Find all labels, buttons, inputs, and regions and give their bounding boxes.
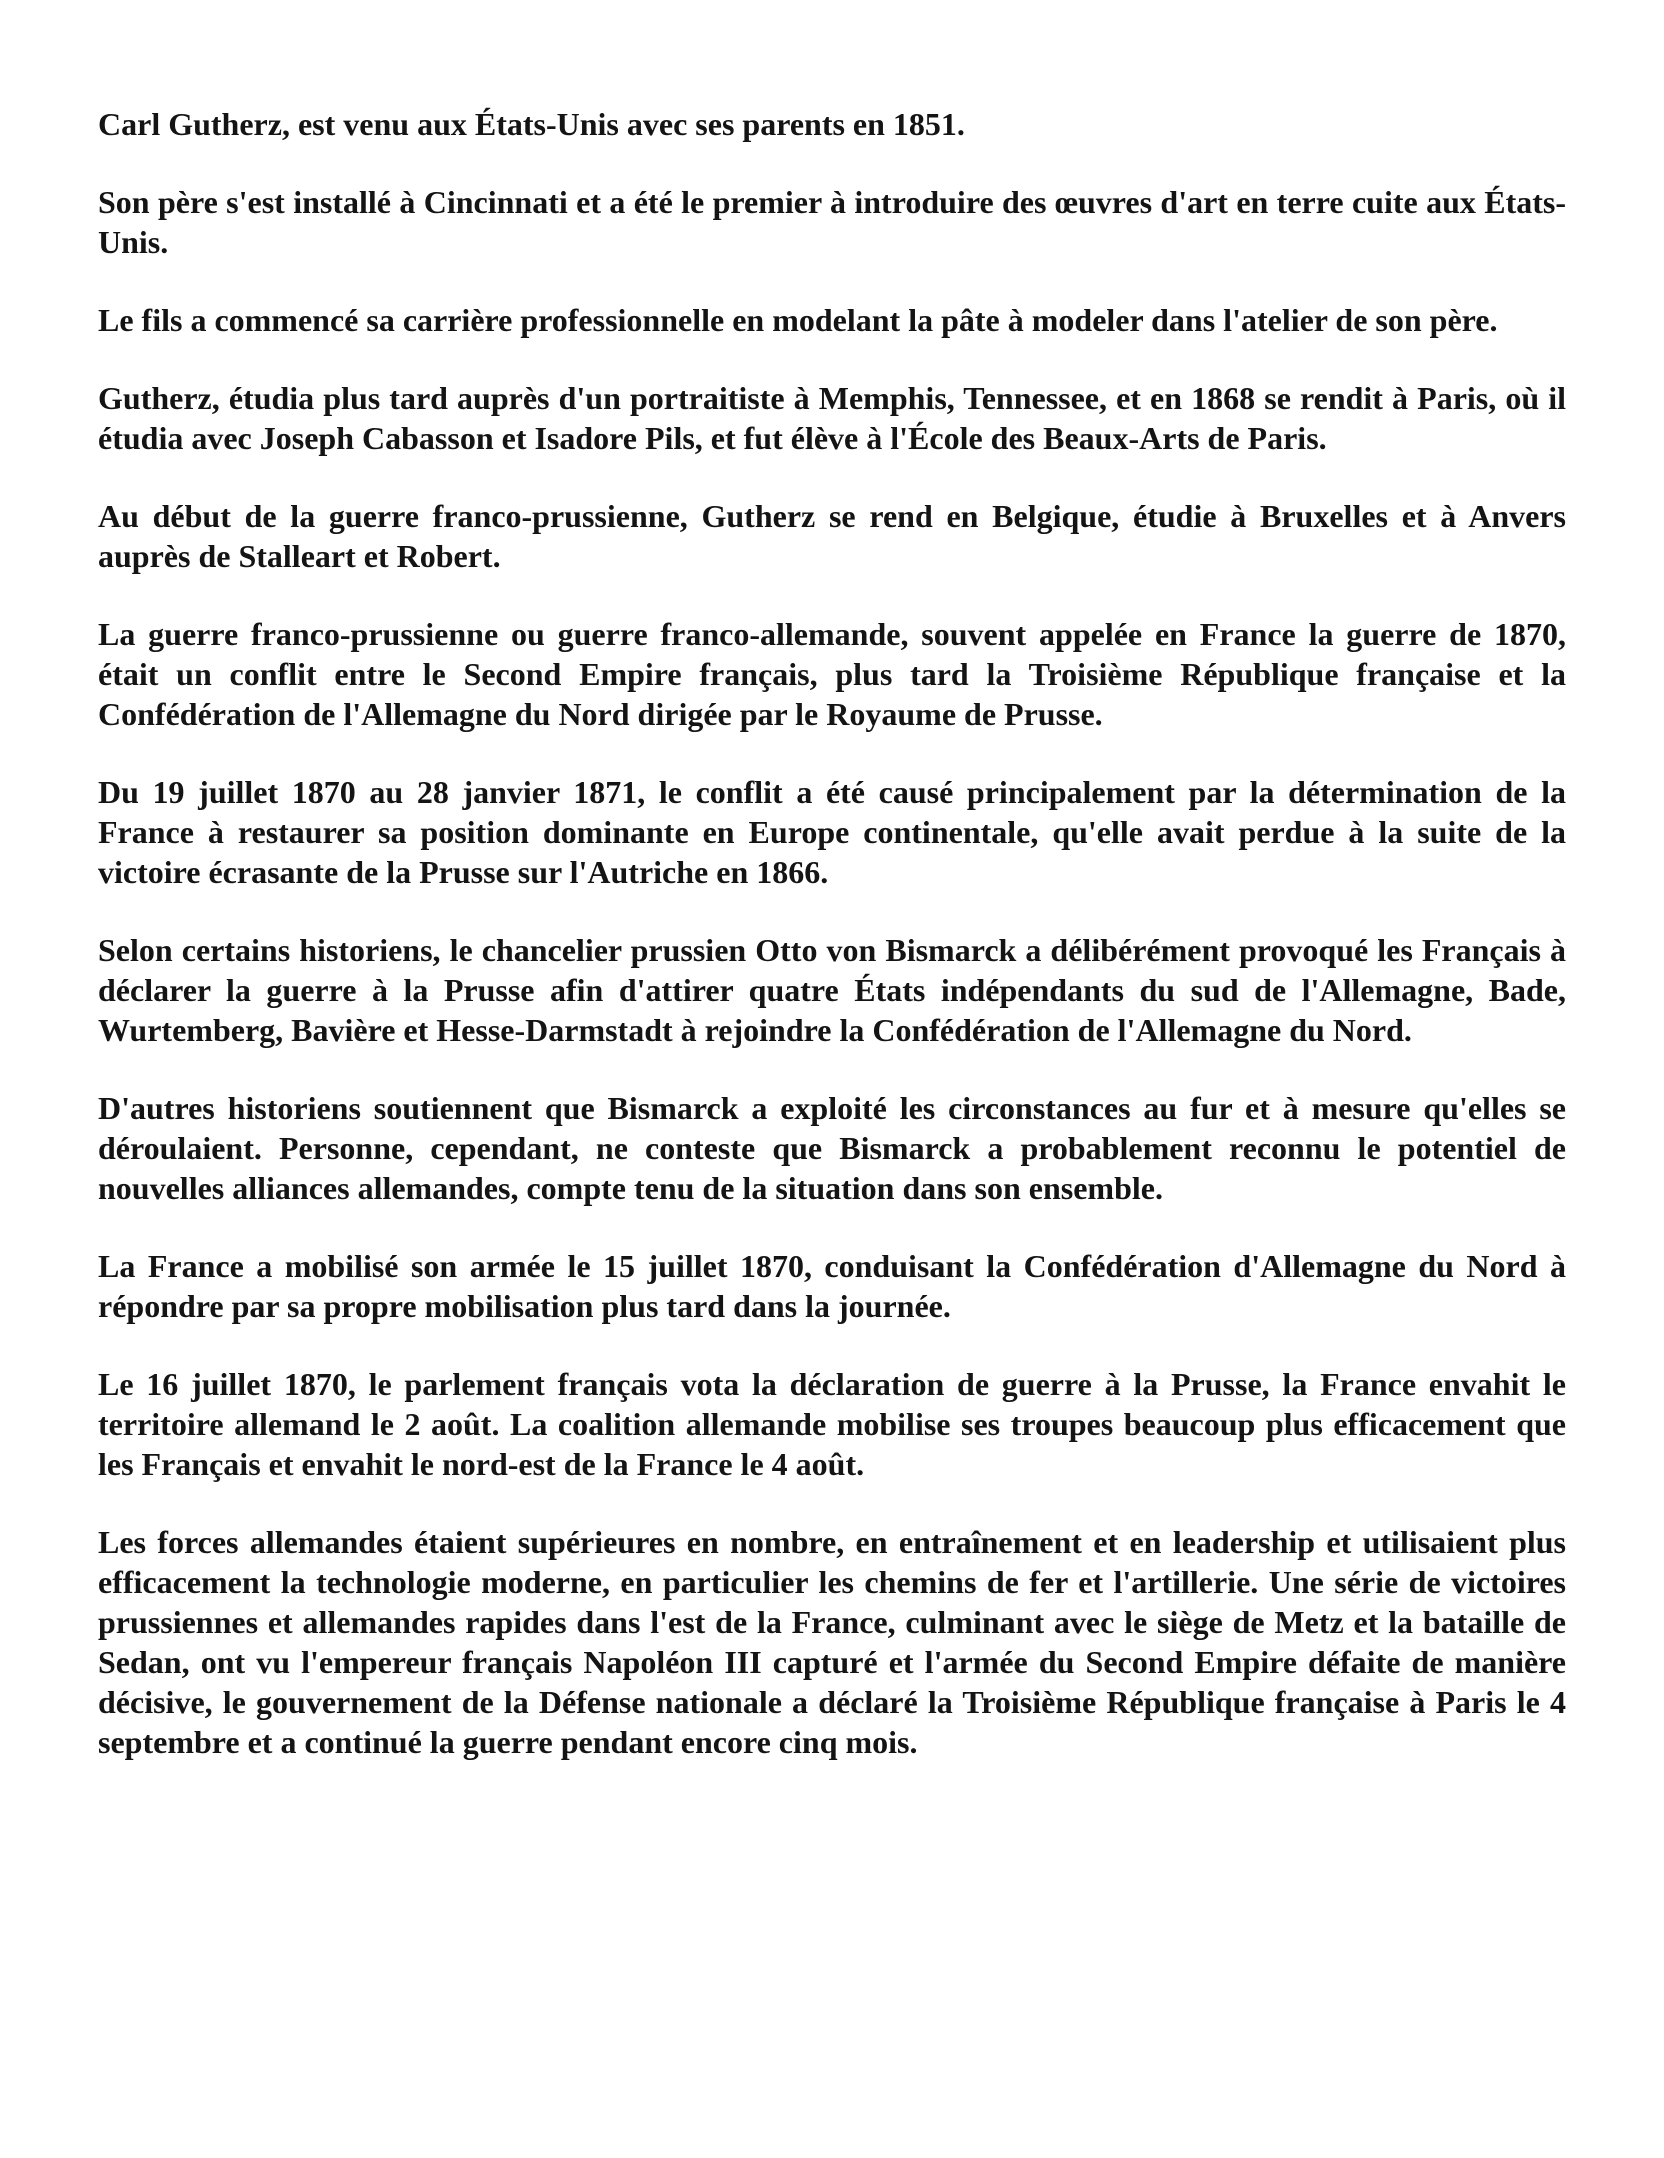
paragraph-1: Carl Gutherz, est venu aux États-Unis avec ses parents en 1851. bbox=[98, 106, 965, 142]
document-page bbox=[98, 104, 1566, 1762]
paragraph-10: La France a mobilisé son armée le 15 juillet 1870, conduisant la Confédération d'Allemagne du Nord à répondre par sa propre mobilisation plus tard dans la journée. bbox=[98, 1248, 1566, 1324]
paragraph-11: Le 16 juillet 1870, le parlement français vota la déclaration de guerre à la Prusse, la France envahit le territoire allemand le 2 août. La coalition allemande mobilise ses troupes beaucoup plus efficacement que les Français et envahit le nord-est de la France le 4 août. bbox=[98, 1366, 1566, 1482]
paragraph-3: Le fils a commencé sa carrière professionnelle en modelant la pâte à modeler dans l'atelier de son père. bbox=[98, 302, 1498, 338]
paragraph-12: Les forces allemandes étaient supérieures en nombre, en entraînement et en leadership et utilisaient plus efficacement la technologie moderne, en particulier les chemins de fer et l'artillerie. Une série de victoires prussiennes et allemandes rapides dans l'est de la France, culminant avec le siège de Metz et la bataille de Sedan, ont vu l'empereur français Napoléon III capturé et l'armée du Second Empire défaite de manière décisive, le gouvernement de la Défense nationale a déclaré la Troisième République française à Paris le 4 septembre et a continué la guerre pendant encore cinq mois. bbox=[98, 1524, 1566, 1760]
paragraph-9: D'autres historiens soutiennent que Bismarck a exploité les circonstances au fur et à mesure qu'elles se déroulaient. Personne, cependant, ne conteste que Bismarck a probablement reconnu le potentiel de nouvelles alliances allemandes, compte tenu de la situation dans son ensemble. bbox=[98, 1090, 1566, 1206]
paragraph-4: Gutherz, étudia plus tard auprès d'un portraitiste à Memphis, Tennessee, et en 1868 se rendit à Paris, où il étudia avec Joseph Cabasson et Isadore Pils, et fut élève à l'École des Beaux-Arts de Paris. bbox=[98, 380, 1566, 456]
paragraph-7: Du 19 juillet 1870 au 28 janvier 1871, le conflit a été causé principalement par la détermination de la France à restaurer sa position dominante en Europe continentale, qu'elle avait perdue à la suite de la victoire écrasante de la Prusse sur l'Autriche en 1866. bbox=[98, 774, 1566, 890]
paragraph-6: La guerre franco-prussienne ou guerre franco-allemande, souvent appelée en France la guerre de 1870, était un conflit entre le Second Empire français, plus tard la Troisième République française et la Confédération de l'Allemagne du Nord dirigée par le Royaume de Prusse. bbox=[98, 616, 1566, 732]
paragraph-5: Au début de la guerre franco-prussienne, Gutherz se rend en Belgique, étudie à Bruxelles et à Anvers auprès de Stalleart et Robert. bbox=[98, 498, 1566, 574]
paragraph-2: Son père s'est installé à Cincinnati et a été le premier à introduire des œuvres d'art en terre cuite aux États-Unis. bbox=[98, 184, 1566, 260]
paragraph-8: Selon certains historiens, le chancelier prussien Otto von Bismarck a délibérément provoqué les Français à déclarer la guerre à la Prusse afin d'attirer quatre États indépendants du sud de l'Allemagne, Bade, Wurtemberg, Bavière et Hesse-Darmstadt à rejoindre la Confédération de l'Allemagne du Nord. bbox=[98, 932, 1566, 1048]
